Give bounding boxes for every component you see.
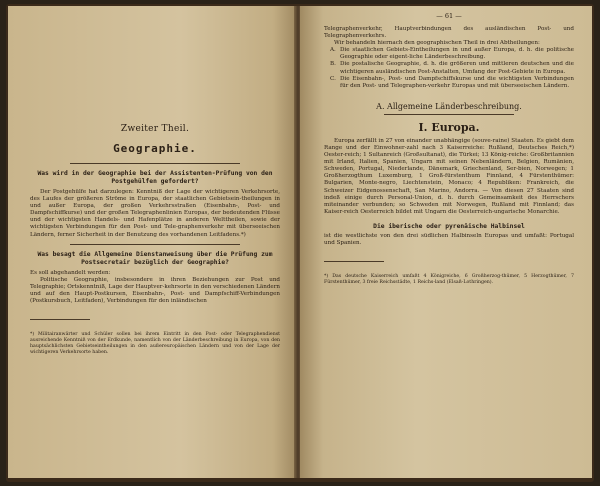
part-title: Zweiter Theil. [120, 124, 190, 134]
title-rule [70, 163, 240, 164]
answer-2-intro: Es soll abgehandelt werden: [30, 269, 111, 276]
answer-1: Der Postgehülfe hat darzulegen: Kenntniß der Lage der wichtigeren Verkehrsorte, des Laufes der größeren Ströme in Europa, der staatlichen Gebietsein-theilungen in und außer Europa, der großen Verkehrsstraßen (Eisenbahn-, Post- und Dampfschiffkurse) und der großen Telegraphenlinien Europas, der bedeutenden Flüsse und der wichtigsten Handels- und Hafenplätze in anderen Welttheilen, sowie der wichtigsten Verbindungen für den Post- und Tele-graphenverkehr mit überseeischen Ländern, ferner Sicherheit in der Benutzung des vorhandenen Leitfadens.*) [30, 189, 280, 238]
list-item: A. Die staatlichen Gebiets-Eintheilungen in und außer Europa, d. h. die politische Geographie oder eigent-liche Länderbeschreibung. [330, 47, 574, 61]
subsection-text: ist die westlichste von den drei südlichen Halbinseln Europas und umfaßt: Portugal und Spanien. [324, 232, 574, 246]
section-rule [70, 244, 240, 245]
list-item: C. Die Eisenbahn-, Post- und Dampfschiffskurse und die wichtigsten Verbindungen für den Post- und Telegraphen-verkehr Europas und mit überseeischen Ländern. [330, 75, 574, 89]
list-item: B. Die postalische Geographie, d. h. die größeren und mittleren deutschen und die wichtigeren ausländischen Post-Anstalten, Umfang der Post-Gebiete in Europa. [330, 61, 574, 75]
left-footnote: *) Militairanwärter und Schüler sollen bei ihrem Eintritt in den Post- oder Telegraphendienst ausreichende Kenntniß von der Erdkunde, namentlich von der Länderbeschreibung in Europa, von den hauptsächlichsten Gebietseintheilungen in den außereuropäischen Ländern und von der Lage der wichtigeren Verkehrsorte haben. [30, 332, 280, 356]
left-page [8, 6, 296, 478]
subsection-title: Die iberische oder pyrenäische Halbinsel [373, 222, 525, 230]
section-title: I. Europa. [418, 120, 480, 134]
europa-text: Europa zerfällt in 27 von einander unabhängige (souve-raine) Staaten. Es giebt dem Range und der Einwohner-zahl nach 3 Kaiserreiche: Rußland, Deutsches Reich,*) Oester-reich; 1 Sultanreich (Großsultanat), die Türkei; 13 König-reiche: Großbritannien mit Irland, Italien, Spanien, Ungarn mit seinen Nebenländern, Belgien, Rumänien, Schweden, Portugal, Niederlande, Dänemark, Griechenland, Ser-bien, Norwegen; 1 Großherzogthum Luxemburg, 1 Groß-fürstenthum Finnland, 4 Fürstenthümer: Bulgarien, Monte-negro, Liechtenstein, Monaco; 4 Republiken: Frankreich, die Schweizer Eidgenossenschaft, San Marino, Andorra. — Von diesen 27 Staaten sind indeß einige durch Personal-Union, d. h. durch Gemeinsamkeit des Herrschers miteinander verbunden; so Schweden mit Norwegen, Rußland mit Finnland; das Kaiser-reich Oesterreich bildet mit Ungarn die Oesterreich-ungarische Monarchie. [324, 137, 574, 215]
answer-2: Politische Geographie, insbesondere in ihren Beziehungen zur Post und Telegraphie; Ortskenntniß, Lage der Hauptver-kehrsorte in den verschiedenen Ländern und auf den Haupt-Postkursen, Eisenbahn-, Post- und Dampfschiff-Verbindungen (Postkursbuch, Leitfaden), Verbindungen für den inländischen [30, 276, 280, 305]
right-page [300, 6, 592, 478]
right-footnote: *) Das deutsche Kaiserreich umfaßt 4 Königreiche, 6 Großherzog-thümer, 5 Herzogthümer, 7 Fürstenthümer, 3 freie Reichsstädte, 1 Reichs-land (Elsaß-Lothringen). [324, 274, 574, 286]
question-1: Was wird in der Geographie bei der Assistenten-Prüfung von den Postgehülfen gefordert? [37, 170, 273, 185]
main-title: Geographie. [113, 142, 197, 155]
intro-text: Wir behandeln hiernach den geographischen Theil in drei Abtheilungen: [334, 40, 540, 47]
question-2: Was besagt die Allgemeine Dienstanweisung über die Prüfung zum Postsecretair bezüglich der Geographie? [37, 250, 273, 266]
open-book [6, 4, 594, 482]
section-heading-rule [384, 114, 514, 115]
top-text: Telegraphenverkehr, Hauptverbindungen des ausländischen Post- und Telegraphenverkehrs. [324, 26, 574, 40]
footnote-rule [324, 261, 384, 262]
page-number: — 61 — [436, 12, 462, 20]
section-heading: A. Allgemeine Länderbeschreibung. [376, 101, 522, 111]
footnote-rule [30, 319, 90, 320]
